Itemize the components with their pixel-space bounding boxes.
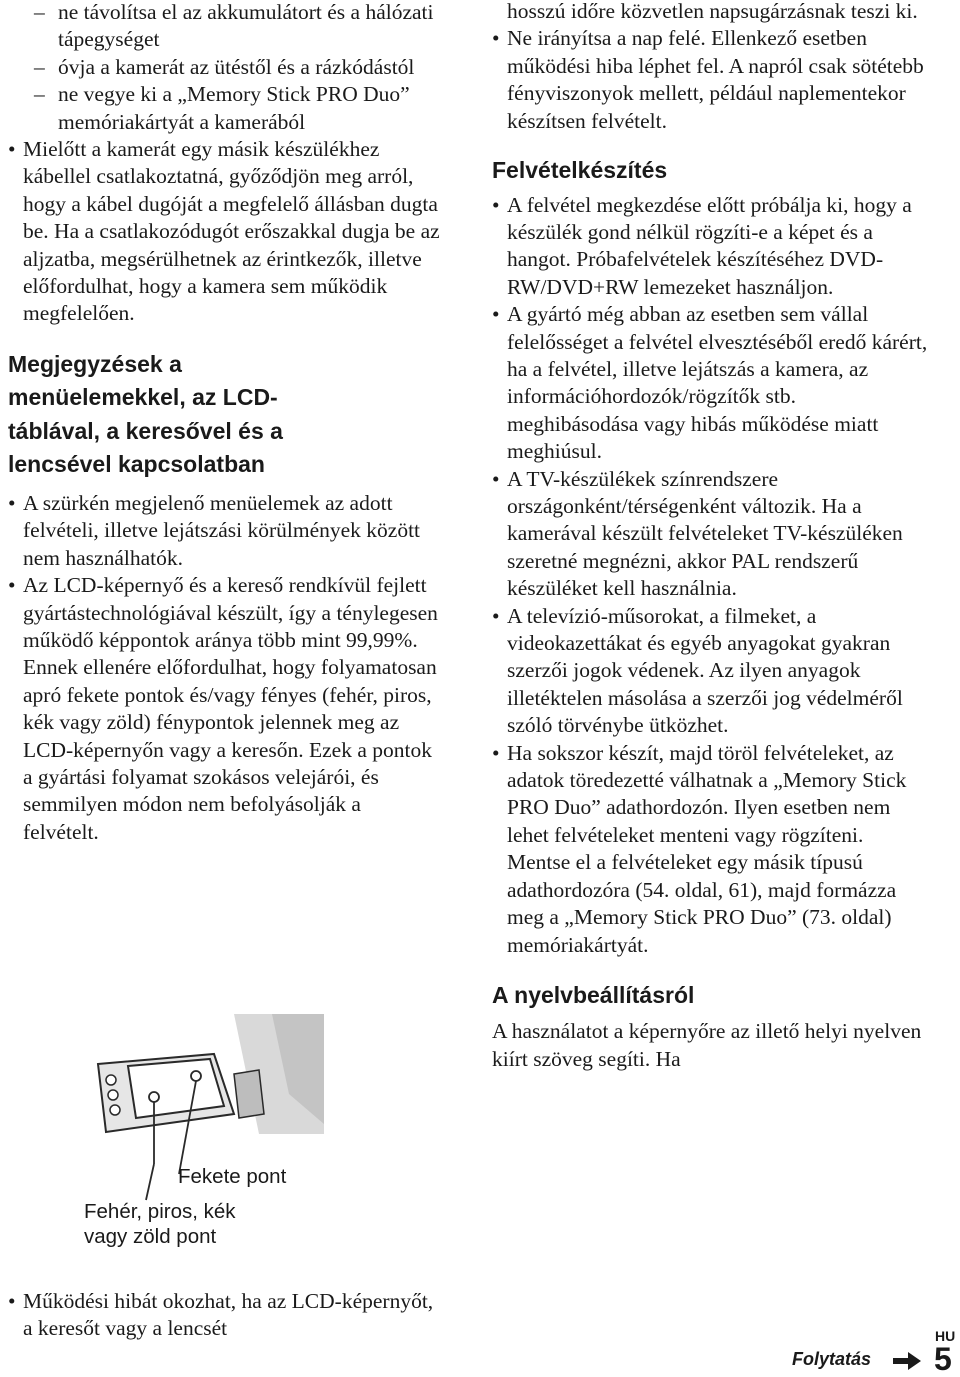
list-item: [8, 1288, 440, 1343]
dash-marker: –: [34, 82, 45, 107]
bullet-marker: •: [8, 490, 16, 515]
bullet-text: A szürkén megjelenő menüelemek az adott felvételi, illetve lejátszási körülmények között nem használhatók.: [23, 490, 421, 570]
list-item: [492, 740, 932, 959]
list-item: [492, 603, 932, 740]
bullet-marker: •: [492, 26, 500, 51]
list-item: [492, 466, 932, 603]
bullet-text: A gyártó még abban az esetben sem vállal felelősséget a felvétel elvesztéséből eredő kárért, ha a felvétel, illetve lejátszás a kamera, az információhordozók/rögzítők stb. meghibásodása vagy hibás működése miatt meghiúsul.: [507, 302, 928, 464]
bullet-text: A televízió-műsorokat, a filmeket, a videokazettákat és egyéb anyagokat gyakran szerzői jogok védenek. Az ilyen anyagok illetéktelen másolása a szerzői jog védelméről szóló törvénybe ütközhet.: [507, 603, 903, 738]
paragraph: A használatot a képernyőre az illető helyi nyelven kiírt szöveg segíti. Ha: [492, 1019, 922, 1071]
bullet-text: Működési hibát okozhat, ha az LCD-képernyőt, a keresőt vagy a lencsét: [23, 1289, 434, 1341]
list-item: [8, 572, 440, 846]
list-item: [8, 81, 440, 136]
list-item: [492, 25, 932, 135]
continuation-text: hosszú időre közvetlen napsugárzásnak teszi ki.: [507, 0, 918, 23]
right-column: [492, 0, 932, 1073]
bullet-marker: •: [8, 573, 16, 598]
bullet-marker: •: [8, 137, 16, 162]
page-number: 5: [934, 1341, 952, 1377]
dash-marker: –: [34, 54, 45, 79]
bullet-text: Ha sokszor készít, majd töröl felvételeket, az adatok töredezetté válhatnak a „Memory Stick PRO Duo” adathordozón. Ilyen esetben nem lehet felvételeket menteni vagy rögzíteni. Mentse el a felvételeket egy másik típusú adathordozóra (54. oldal, 61), majd formázza meg a „Memory Stick PRO Duo” (73. oldal) memóriakártyát.: [507, 740, 907, 957]
colored-dot-label-line1: Fehér, piros, kék: [84, 1200, 236, 1223]
dash-item-text: ne távolítsa el az akkumulátort és a hálózati tápegységet: [58, 0, 434, 52]
dash-marker: –: [34, 0, 45, 24]
list-item: [8, 54, 440, 81]
bullet-text: Mielőtt a kamerát egy másik készülékhez kábellel csatlakoztatná, győződjön meg arról, hogy a kábel dugóját a megfelelő állásban dugta be. Ha a csatlakozódugót erőszakkal dugja be az aljzatba, megsérülhetnek az érintkezők, illetve előfordulhat, hogy a kamera sem működik megfelelően.: [23, 137, 440, 326]
list-item: [492, 192, 932, 302]
list-item: [8, 490, 440, 572]
bullet-marker: •: [8, 1289, 16, 1313]
list-item: [8, 0, 440, 54]
dash-item-text: ne vegye ki a „Memory Stick PRO Duo” memóriakártyát a kamerából: [58, 82, 410, 134]
left-column: [8, 0, 440, 846]
arrow-right-icon: [892, 1351, 922, 1371]
list-item: [492, 301, 932, 465]
colored-dot-label-line2: vagy zöld pont: [84, 1225, 217, 1248]
bullet-marker: •: [492, 466, 500, 491]
black-dot-label: Fekete pont: [178, 1165, 287, 1188]
black-pixel-dot: [191, 1071, 201, 1081]
language-code: HU: [935, 1328, 956, 1344]
bullet-text: A TV-készülékek színrendszere országonként/térségenként változik. Ha a kamerával készült felvételeket TV-készüléken szeretné megnézni, akkor PAL rendszerű készüléket kell használnia.: [507, 466, 903, 601]
list-item: [8, 136, 440, 328]
section-heading: A nyelvbeállításról: [492, 981, 695, 1008]
lcd-pixel-illustration: [84, 1014, 324, 1254]
bullet-marker: •: [492, 192, 500, 217]
bullet-text: Ne irányítsa a nap felé. Ellenkező esetben működési hiba léphet fel. A napról csak sötétebb fényviszonyok mellett, például naplementekor készítsen felvételt.: [507, 26, 924, 133]
continued-label: Folytatás: [792, 1349, 872, 1369]
bullet-text: A felvétel megkezdése előtt próbálja ki, hogy a készülék gond nélkül rögzíti-e a képet és a hangot. Próbafelvételek készítéséhez DVD-RW/DVD+RW lemezeket használjon.: [507, 192, 912, 299]
dash-item-text: óvja a kamerát az ütéstől és a rázkódástól: [58, 54, 415, 79]
bullet-marker: •: [492, 603, 500, 628]
bullet-text: Az LCD-képernyő és a kereső rendkívül fejlett gyártástechnológiával készült, így a ténylegesen működő képpontok aránya több mint 99,99%. Ennek ellenére előfordulhat, hogy folyamatosan apró fekete pontok és/vagy fényes (fehér, piros, kék vagy zöld) fénypontok jelennek meg az LCD-képernyőn vagy a keresőn. Ezek a pontok a gyártási folyamat szokásos velejárói, és semmilyen módon nem befolyásolják a felvételt.: [23, 573, 438, 844]
bullet-marker: •: [492, 302, 500, 327]
bullet-marker: •: [492, 740, 500, 765]
section-heading: Megjegyzések a menüelemekkel, az LCD-táblával, a keresővel és a lencsével kapcsolatban: [8, 350, 283, 478]
colored-pixel-dot: [149, 1092, 159, 1102]
section-heading: Felvételkészítés: [492, 157, 668, 184]
